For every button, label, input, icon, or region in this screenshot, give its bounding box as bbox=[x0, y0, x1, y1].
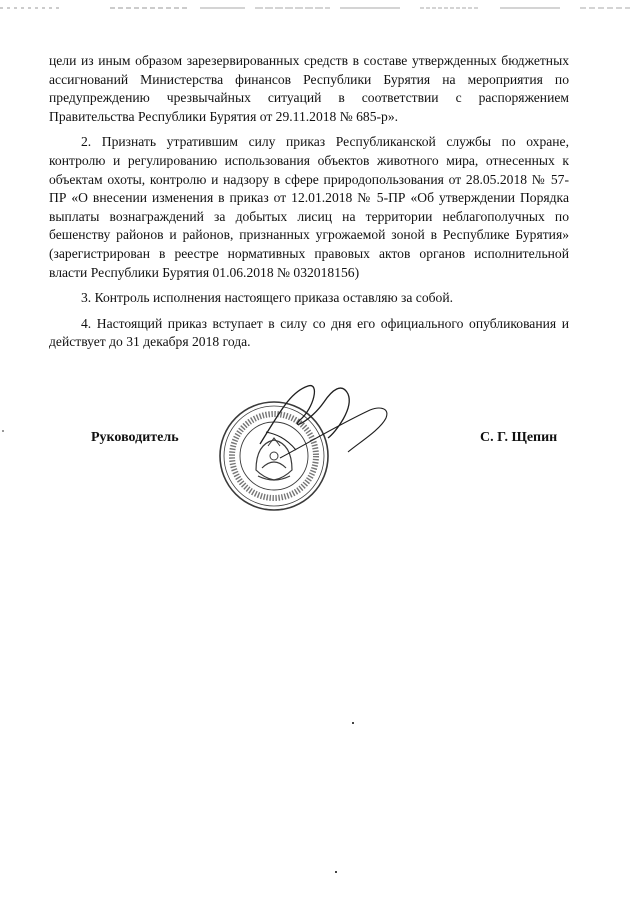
scan-speck bbox=[2, 430, 4, 432]
document-body bbox=[49, 52, 569, 352]
scan-header-artifact bbox=[0, 5, 640, 11]
paragraph-item-4: 4. Настоящий приказ вступает в силу со дня его официального опубликования и действует до 31 декабря 2018 года. bbox=[49, 315, 569, 350]
paragraph-item-2: 2. Признать утратившим силу приказ Республиканской службы по охране, контролю и регулированию использования объектов животного мира, отнесенных к объектам охоты, контролю и надзору в сфере природопользования от 28.05.2018 № 57-ПР «О внесении изменения в приказ от 12.01.2018 № 5-ПР «Об утверждении Порядка выплаты вознаграждений за добытых лисиц на территории неблагополучных по бешенству районов и районов, признанных угрожаемой зоной в Республике Бурятия» (зарегистрирован в реестре нормативных правовых актов органов исполнительной власти Республики Бурятия 01.06.2018 № 032018156) bbox=[49, 134, 569, 280]
signer-title: Руководитель bbox=[91, 430, 179, 445]
scan-speck bbox=[352, 722, 354, 724]
signer-name: С. Г. Щепин bbox=[480, 430, 558, 445]
paragraph-continuation: цели из иным образом зарезервированных средств в составе утвержденных бюджетных ассигнований Министерства финансов Республики Бурятия на мероприятия по предупреждению чрезвычайных ситуаций в соответствии с распоряжением Правительства Республики Бурятия от 29.11.2018 № 685-р». bbox=[49, 53, 569, 124]
handwritten-signature bbox=[250, 372, 400, 482]
paragraph-item-3: 3. Контроль исполнения настоящего приказа оставляю за собой. bbox=[81, 290, 454, 306]
scan-speck bbox=[335, 871, 337, 873]
